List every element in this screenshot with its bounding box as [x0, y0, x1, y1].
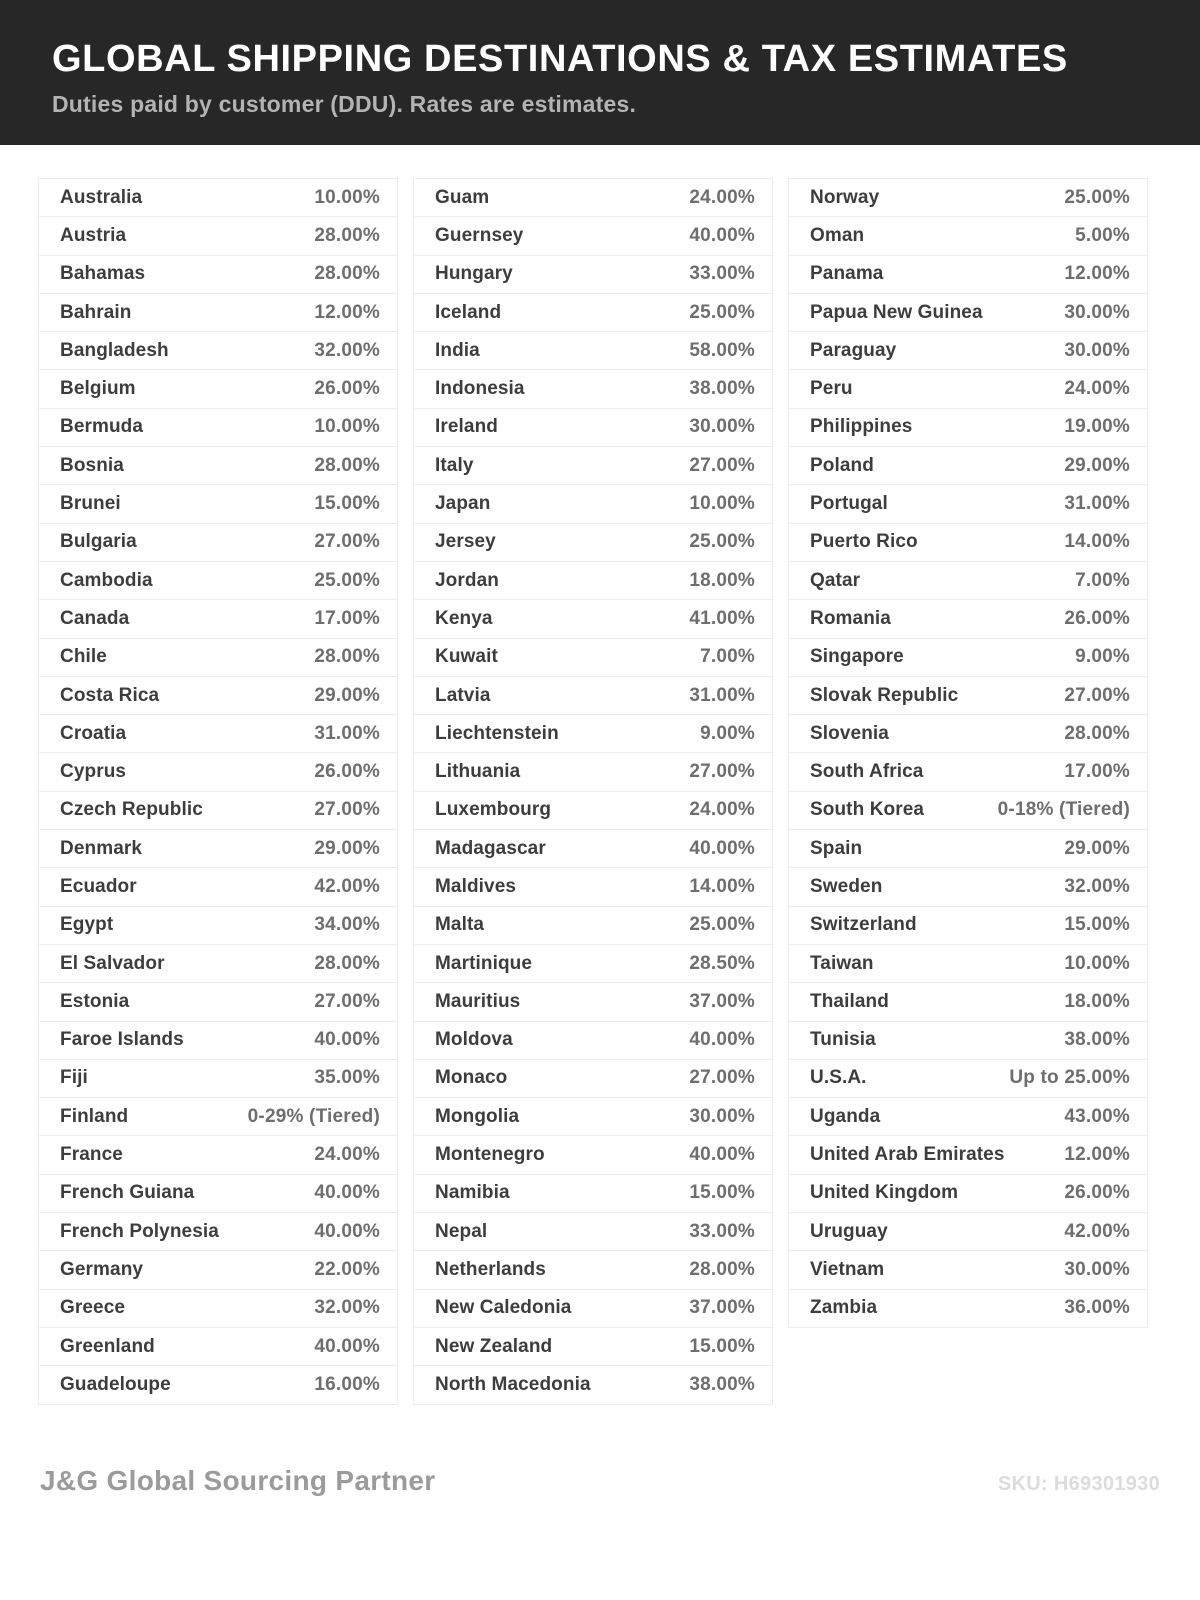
country-name: Vietnam	[810, 1258, 885, 1280]
country-name: French Guiana	[60, 1182, 195, 1204]
table-row	[413, 408, 773, 447]
country-name: South Africa	[810, 761, 924, 783]
tax-rate: 7.00%	[1075, 569, 1130, 591]
tax-rate: 14.00%	[1064, 531, 1130, 553]
table-row	[413, 944, 773, 983]
table-row	[788, 982, 1148, 1021]
sku-label: SKU: H69301930	[997, 1472, 1160, 1495]
tax-rate: 16.00%	[314, 1373, 380, 1395]
tax-rate: 17.00%	[314, 607, 380, 629]
country-name: Costa Rica	[60, 684, 160, 706]
country-name: Bulgaria	[60, 531, 137, 553]
tax-rate: 12.00%	[1064, 1144, 1130, 1166]
tax-rate: 24.00%	[314, 1144, 380, 1166]
table-row	[413, 523, 773, 562]
country-name: El Salvador	[60, 952, 165, 974]
country-name: Estonia	[60, 990, 130, 1012]
tax-rate: 25.00%	[689, 531, 755, 553]
tax-rate: 15.00%	[314, 493, 380, 515]
country-name: Luxembourg	[435, 799, 552, 821]
country-name: Spain	[810, 837, 863, 859]
country-name: Lithuania	[435, 761, 521, 783]
table-row	[788, 1059, 1148, 1098]
country-name: Norway	[810, 186, 880, 208]
country-name: Namibia	[435, 1182, 510, 1204]
tax-rate: 36.00%	[1064, 1297, 1130, 1319]
tax-rate: 30.00%	[1064, 339, 1130, 361]
country-name: Mongolia	[435, 1105, 520, 1127]
tax-rate: 31.00%	[314, 722, 380, 744]
country-name: Poland	[810, 454, 874, 476]
table-row	[788, 178, 1148, 217]
tax-rate: 43.00%	[1064, 1105, 1130, 1127]
tax-rate: 25.00%	[314, 569, 380, 591]
table-row	[413, 216, 773, 255]
table-row	[38, 829, 398, 868]
table-row	[38, 944, 398, 983]
country-name: Guam	[435, 186, 490, 208]
table-row	[413, 1174, 773, 1213]
tax-rate: 10.00%	[314, 186, 380, 208]
country-name: Thailand	[810, 990, 889, 1012]
country-name: Guadeloupe	[60, 1373, 171, 1395]
table-row	[788, 1135, 1148, 1174]
country-name: Singapore	[810, 646, 904, 668]
country-name: Tunisia	[810, 1029, 876, 1051]
country-name: Czech Republic	[60, 799, 203, 821]
country-name: Jersey	[435, 531, 496, 553]
brand-name: J&G Global Sourcing Partner	[40, 1464, 436, 1496]
country-name: Bosnia	[60, 454, 124, 476]
country-name: Zambia	[810, 1297, 878, 1319]
tax-rate: 15.00%	[689, 1182, 755, 1204]
country-name: Romania	[810, 607, 891, 629]
tax-rate: 27.00%	[689, 761, 755, 783]
country-name: Hungary	[435, 263, 513, 285]
tax-rate: 19.00%	[1064, 416, 1130, 438]
tax-rate: 24.00%	[689, 799, 755, 821]
country-name: Bangladesh	[60, 339, 169, 361]
country-name: Oman	[810, 224, 865, 246]
table-row	[38, 599, 398, 638]
country-name: Egypt	[60, 914, 114, 936]
country-name: Austria	[60, 224, 127, 246]
tax-rate: 40.00%	[689, 1029, 755, 1051]
country-name: Brunei	[60, 493, 121, 515]
tax-rate: 40.00%	[314, 1220, 380, 1242]
tax-rate: 5.00%	[1075, 224, 1130, 246]
country-name: Ireland	[435, 416, 498, 438]
table-row	[788, 1212, 1148, 1251]
country-name: Switzerland	[810, 914, 917, 936]
table-row	[788, 255, 1148, 294]
country-name: Uruguay	[810, 1220, 888, 1242]
tax-rate: 18.00%	[689, 569, 755, 591]
table-row	[788, 446, 1148, 485]
country-name: Netherlands	[435, 1258, 546, 1280]
tax-rate: 28.00%	[314, 952, 380, 974]
table-row	[788, 906, 1148, 945]
tax-rate: 0-18% (Tiered)	[997, 799, 1130, 821]
table-row	[788, 599, 1148, 638]
country-name: Iceland	[435, 301, 502, 323]
tax-rate: 42.00%	[1064, 1220, 1130, 1242]
table-row	[413, 752, 773, 791]
tax-rate: 17.00%	[1064, 761, 1130, 783]
country-name: United Kingdom	[810, 1182, 959, 1204]
tax-rate: 22.00%	[314, 1258, 380, 1280]
country-name: Slovenia	[810, 722, 889, 744]
tax-rate: 30.00%	[1064, 301, 1130, 323]
country-name: Portugal	[810, 493, 888, 515]
country-name: Chile	[60, 646, 107, 668]
country-name: Latvia	[435, 684, 491, 706]
table-row	[413, 638, 773, 677]
table-row	[788, 1021, 1148, 1060]
country-name: Guernsey	[435, 224, 524, 246]
country-name: Bahamas	[60, 263, 146, 285]
country-name: Panama	[810, 263, 884, 285]
country-name: New Zealand	[435, 1335, 553, 1357]
country-name: Japan	[435, 493, 491, 515]
country-name: Mauritius	[435, 990, 521, 1012]
table-row	[38, 906, 398, 945]
country-name: French Polynesia	[60, 1220, 219, 1242]
country-name: Australia	[60, 186, 143, 208]
country-name: Slovak Republic	[810, 684, 959, 706]
country-name: Montenegro	[435, 1144, 545, 1166]
country-name: North Macedonia	[435, 1373, 591, 1395]
table-row	[38, 408, 398, 447]
tax-rate: 0-29% (Tiered)	[247, 1105, 380, 1127]
country-name: Ecuador	[60, 875, 137, 897]
country-name: Kenya	[435, 607, 493, 629]
table-row	[413, 1097, 773, 1136]
tax-rate: 10.00%	[1064, 952, 1130, 974]
tax-rate: 27.00%	[314, 990, 380, 1012]
tax-rate: 30.00%	[1064, 1258, 1130, 1280]
table-row	[413, 446, 773, 485]
table-row	[38, 752, 398, 791]
table-row	[38, 331, 398, 370]
tax-rate: 26.00%	[1064, 607, 1130, 629]
tax-rate: 29.00%	[314, 684, 380, 706]
country-name: Indonesia	[435, 378, 525, 400]
country-name: Bermuda	[60, 416, 144, 438]
country-name: Maldives	[435, 875, 517, 897]
table-column-1	[38, 178, 398, 1405]
table-row	[38, 293, 398, 332]
tax-rate-table	[0, 145, 1200, 1405]
tax-rate: 33.00%	[689, 1220, 755, 1242]
table-row	[413, 1365, 773, 1404]
country-name: Jordan	[435, 569, 499, 591]
country-name: Belgium	[60, 378, 136, 400]
tax-rate: 40.00%	[314, 1029, 380, 1051]
country-name: New Caledonia	[435, 1297, 572, 1319]
footer	[0, 1465, 1200, 1497]
table-row	[788, 944, 1148, 983]
table-row	[788, 484, 1148, 523]
table-row	[413, 561, 773, 600]
country-name: Fiji	[60, 1067, 88, 1089]
table-row	[38, 714, 398, 753]
tax-rate: 28.00%	[1064, 722, 1130, 744]
table-row	[38, 1212, 398, 1251]
country-name: Philippines	[810, 416, 913, 438]
country-name: U.S.A.	[810, 1067, 867, 1089]
table-column-3	[788, 178, 1148, 1328]
tax-rate: 14.00%	[689, 875, 755, 897]
table-row	[788, 714, 1148, 753]
tax-rate: 32.00%	[314, 1297, 380, 1319]
tax-rate: 28.00%	[314, 224, 380, 246]
table-row	[788, 1174, 1148, 1213]
country-name: Kuwait	[435, 646, 498, 668]
table-row	[788, 216, 1148, 255]
table-row	[413, 1289, 773, 1328]
country-name: Paraguay	[810, 339, 897, 361]
table-row	[413, 1135, 773, 1174]
tax-rate: 30.00%	[689, 1105, 755, 1127]
country-name: Sweden	[810, 875, 883, 897]
tax-rate: 26.00%	[314, 761, 380, 783]
table-row	[38, 1059, 398, 1098]
tax-rate: Up to 25.00%	[1009, 1067, 1130, 1089]
table-row	[413, 369, 773, 408]
table-row	[413, 829, 773, 868]
country-name: Denmark	[60, 837, 143, 859]
table-row	[413, 255, 773, 294]
table-row	[788, 676, 1148, 715]
country-name: Cyprus	[60, 761, 127, 783]
tax-rate: 28.50%	[689, 952, 755, 974]
table-row	[38, 982, 398, 1021]
tax-rate: 10.00%	[689, 493, 755, 515]
table-row	[38, 676, 398, 715]
table-row	[413, 676, 773, 715]
tax-rate: 27.00%	[689, 454, 755, 476]
country-name: Canada	[60, 607, 130, 629]
tax-rate: 25.00%	[689, 914, 755, 936]
tax-rate: 32.00%	[314, 339, 380, 361]
table-row	[788, 752, 1148, 791]
country-name: Italy	[435, 454, 474, 476]
table-row	[38, 561, 398, 600]
tax-rate: 10.00%	[314, 416, 380, 438]
tax-rate: 28.00%	[314, 263, 380, 285]
tax-rate: 32.00%	[1064, 875, 1130, 897]
country-name: Papua New Guinea	[810, 301, 983, 323]
tax-rate: 37.00%	[689, 1297, 755, 1319]
country-name: Monaco	[435, 1067, 508, 1089]
table-row	[38, 867, 398, 906]
table-row	[788, 791, 1148, 830]
tax-rate: 31.00%	[1064, 493, 1130, 515]
table-row	[788, 293, 1148, 332]
tax-rate: 27.00%	[314, 531, 380, 553]
table-row	[788, 523, 1148, 562]
table-row	[413, 293, 773, 332]
table-row	[38, 1327, 398, 1366]
table-row	[788, 561, 1148, 600]
tax-rate: 27.00%	[1064, 684, 1130, 706]
tax-rate: 38.00%	[1064, 1029, 1130, 1051]
tax-rate: 27.00%	[314, 799, 380, 821]
country-name: Moldova	[435, 1029, 513, 1051]
tax-rate: 28.00%	[314, 646, 380, 668]
tax-rate: 15.00%	[1064, 914, 1130, 936]
header-banner	[0, 0, 1200, 145]
country-name: Bahrain	[60, 301, 132, 323]
tax-rate: 29.00%	[314, 837, 380, 859]
tax-rate: 34.00%	[314, 914, 380, 936]
tax-rate: 38.00%	[689, 378, 755, 400]
table-row	[788, 1289, 1148, 1328]
tax-rate: 35.00%	[314, 1067, 380, 1089]
table-row	[413, 1212, 773, 1251]
table-row	[38, 1250, 398, 1289]
country-name: South Korea	[810, 799, 925, 821]
table-row	[788, 1250, 1148, 1289]
page-subtitle: Duties paid by customer (DDU). Rates are estimates.	[52, 90, 637, 117]
table-row	[38, 1289, 398, 1328]
table-row	[413, 178, 773, 217]
country-name: Greece	[60, 1297, 126, 1319]
country-name: Puerto Rico	[810, 531, 918, 553]
table-row	[413, 791, 773, 830]
tax-rate: 30.00%	[689, 416, 755, 438]
country-name: Germany	[60, 1258, 144, 1280]
tax-rate: 26.00%	[1064, 1182, 1130, 1204]
table-row	[788, 829, 1148, 868]
country-name: Liechtenstein	[435, 722, 559, 744]
table-row	[413, 484, 773, 523]
tax-rate: 26.00%	[314, 378, 380, 400]
tax-rate: 40.00%	[689, 1144, 755, 1166]
tax-rate: 37.00%	[689, 990, 755, 1012]
tax-rate: 9.00%	[1075, 646, 1130, 668]
table-row	[38, 446, 398, 485]
tax-rate: 29.00%	[1064, 837, 1130, 859]
table-row	[413, 1327, 773, 1366]
tax-rate: 18.00%	[1064, 990, 1130, 1012]
country-name: Uganda	[810, 1105, 881, 1127]
tax-rate: 24.00%	[1064, 378, 1130, 400]
table-row	[38, 1135, 398, 1174]
table-row	[413, 714, 773, 753]
country-name: Nepal	[435, 1220, 488, 1242]
country-name: France	[60, 1144, 123, 1166]
tax-rate: 25.00%	[689, 301, 755, 323]
table-row	[38, 1021, 398, 1060]
tax-rate: 27.00%	[689, 1067, 755, 1089]
table-row	[38, 523, 398, 562]
table-row	[413, 1021, 773, 1060]
table-row	[413, 331, 773, 370]
country-name: Faroe Islands	[60, 1029, 184, 1051]
page-title: GLOBAL SHIPPING DESTINATIONS & TAX ESTIMATES	[52, 38, 1068, 80]
tax-rate: 24.00%	[689, 186, 755, 208]
tax-rate: 41.00%	[689, 607, 755, 629]
tax-rate: 31.00%	[689, 684, 755, 706]
country-name: Qatar	[810, 569, 861, 591]
table-row	[788, 638, 1148, 677]
table-row	[38, 484, 398, 523]
tax-rate: 40.00%	[689, 837, 755, 859]
tax-rate: 33.00%	[689, 263, 755, 285]
country-name: Martinique	[435, 952, 533, 974]
tax-rate: 40.00%	[689, 224, 755, 246]
country-name: Taiwan	[810, 952, 874, 974]
country-name: Madagascar	[435, 837, 546, 859]
country-name: Malta	[435, 914, 485, 936]
table-row	[38, 638, 398, 677]
country-name: Croatia	[60, 722, 127, 744]
tax-rate: 58.00%	[689, 339, 755, 361]
tax-rate: 12.00%	[1064, 263, 1130, 285]
tax-rate: 42.00%	[314, 875, 380, 897]
table-row	[38, 1097, 398, 1136]
table-row	[38, 791, 398, 830]
table-row	[38, 255, 398, 294]
country-name: Cambodia	[60, 569, 153, 591]
table-row	[413, 1059, 773, 1098]
tax-rate: 40.00%	[314, 1182, 380, 1204]
table-row	[413, 1250, 773, 1289]
country-name: Greenland	[60, 1335, 155, 1357]
country-name: United Arab Emirates	[810, 1144, 1005, 1166]
table-column-2	[413, 178, 773, 1405]
tax-rate: 40.00%	[314, 1335, 380, 1357]
tax-rate: 12.00%	[314, 301, 380, 323]
tax-rate: 25.00%	[1064, 186, 1130, 208]
table-row	[788, 369, 1148, 408]
table-row	[413, 867, 773, 906]
table-row	[788, 1097, 1148, 1136]
country-name: India	[435, 339, 480, 361]
tax-rate: 9.00%	[700, 722, 755, 744]
table-row	[38, 1174, 398, 1213]
table-row	[38, 1365, 398, 1404]
tax-rate: 29.00%	[1064, 454, 1130, 476]
tax-rate: 28.00%	[314, 454, 380, 476]
table-row	[413, 599, 773, 638]
tax-rate: 28.00%	[689, 1258, 755, 1280]
table-row	[788, 408, 1148, 447]
table-row	[413, 906, 773, 945]
country-name: Peru	[810, 378, 853, 400]
table-row	[38, 178, 398, 217]
country-name: Finland	[60, 1105, 129, 1127]
tax-rate: 38.00%	[689, 1373, 755, 1395]
table-row	[38, 369, 398, 408]
table-row	[38, 216, 398, 255]
table-row	[788, 867, 1148, 906]
table-row	[788, 331, 1148, 370]
table-row	[413, 982, 773, 1021]
tax-rate: 7.00%	[700, 646, 755, 668]
tax-rate: 15.00%	[689, 1335, 755, 1357]
